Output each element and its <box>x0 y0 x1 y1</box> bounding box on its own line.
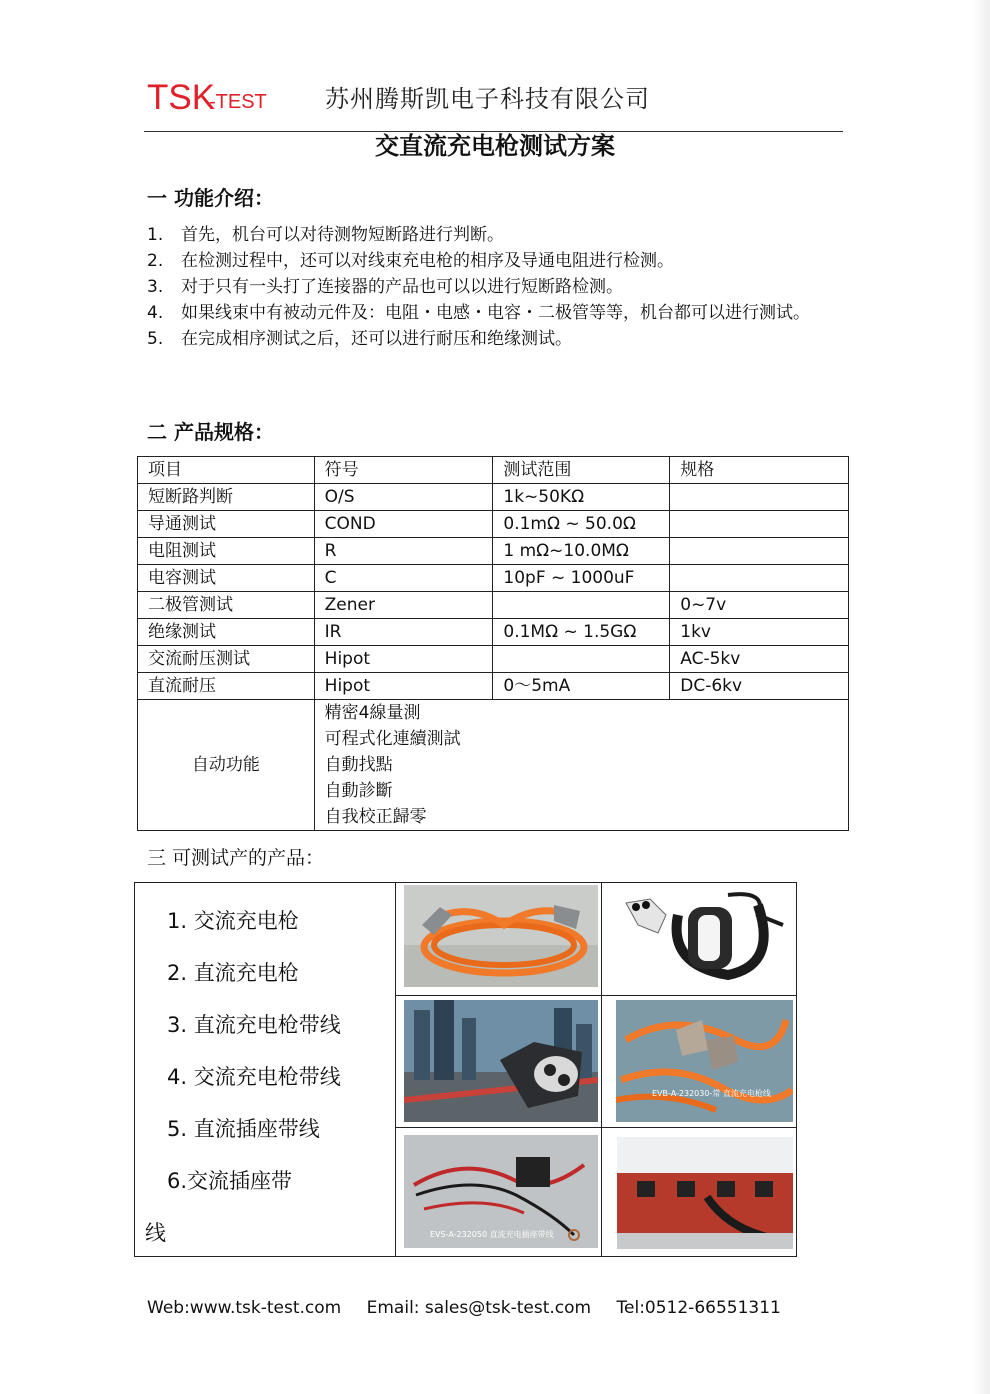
table-row <box>138 619 849 646</box>
column-header: 符号 <box>314 457 493 484</box>
table-cell: 1k~50KΩ <box>493 484 670 511</box>
list-item: 5. 在完成相序测试之后，还可以进行耐压和绝缘测试。 <box>147 329 572 349</box>
table-cell: R <box>314 538 493 565</box>
list-item: 可程式化連續測試 <box>324 729 461 749</box>
list-item: 6.交流插座带 <box>167 1169 293 1193</box>
table-cell: 绝缘测试 <box>138 619 315 646</box>
column-header: 测试范围 <box>493 457 670 484</box>
list-item: 自動診斷 <box>324 781 393 801</box>
product-list <box>145 895 387 1259</box>
grid-divider <box>395 1127 797 1128</box>
table-cell: 0～5mA <box>493 673 670 700</box>
list-item: 2. 直流充电枪 <box>167 961 299 985</box>
table-header-row <box>138 457 849 484</box>
table-cell: 二极管测试 <box>138 592 315 619</box>
table-cell: 电容测试 <box>138 565 315 592</box>
table-cell: 0.1mΩ ~ 50.0Ω <box>493 511 670 538</box>
section-heading-products: 三 可测试产的产品： <box>147 847 325 869</box>
table-row <box>138 484 849 511</box>
list-item: 1. 首先，机台可以对待测物短断路进行判断。 <box>147 225 504 245</box>
table-row <box>138 592 849 619</box>
table-cell <box>670 565 849 592</box>
table-cell: Hipot <box>314 646 493 673</box>
document-title: 交直流充电枪测试方案 <box>375 132 615 160</box>
table-cell: 1kv <box>670 619 849 646</box>
table-cell: 交流耐压测试 <box>138 646 315 673</box>
table-cell <box>670 484 849 511</box>
photo-dc-gun-with-cable-image <box>616 1000 793 1122</box>
list-item: 4. 如果线束中有被动元件及：电阻・电感・电容・二极管等等，机台都可以进行测试。 <box>147 303 810 323</box>
table-cell: C <box>314 565 493 592</box>
photo-dc-socket-cable <box>404 1135 598 1248</box>
logo-test: -TEST <box>209 91 267 113</box>
grid-divider <box>395 995 797 996</box>
section-heading-features: 一 功能介绍： <box>147 186 274 210</box>
logo-tsk: TSK <box>147 78 216 117</box>
table-row <box>138 565 849 592</box>
footer-email: Email: sales@tsk-test.com <box>366 1298 592 1318</box>
table-cell <box>670 538 849 565</box>
list-item: 1. 交流充电枪 <box>167 909 299 933</box>
list-item: 自動找點 <box>324 755 393 775</box>
list-item: 精密4線量測 <box>324 703 421 723</box>
table-row <box>138 673 849 700</box>
company-name: 苏州腾斯凯电子科技有限公司 <box>325 85 650 113</box>
footer-contact <box>147 1296 801 1320</box>
grid-divider <box>601 882 602 1257</box>
table-cell: Zener <box>314 592 493 619</box>
photo-test-fixture-image <box>617 1137 793 1249</box>
section-heading-specs: 二 产品规格： <box>147 420 274 444</box>
letterhead <box>147 78 847 122</box>
table-cell: 10pF ~ 1000uF <box>493 565 670 592</box>
column-header: 项目 <box>138 457 315 484</box>
photo-test-fixture <box>617 1137 793 1249</box>
table-cell <box>493 592 670 619</box>
table-row <box>138 646 849 673</box>
footer-web: Web:www.tsk-test.com <box>147 1298 342 1318</box>
photo-wallbox-charger-image <box>608 885 794 991</box>
table-cell: COND <box>314 511 493 538</box>
table-cell: 直流耐压 <box>138 673 315 700</box>
list-item: 线 <box>145 1221 166 1245</box>
photo-dc-gun-with-cable <box>616 1000 793 1122</box>
photo-dc-charging-gun <box>404 1000 598 1122</box>
spec-table <box>137 456 849 831</box>
list-item: 4. 交流充电枪带线 <box>167 1065 341 1089</box>
auto-function-label: 自动功能 <box>138 700 315 831</box>
photo-wallbox-charger <box>608 885 794 991</box>
table-cell: 1 mΩ~10.0MΩ <box>493 538 670 565</box>
products-divider <box>395 882 396 1257</box>
auto-function-list <box>314 700 848 831</box>
list-item: 3. 对于只有一头打了连接器的产品也可以以进行短断路检测。 <box>147 277 623 297</box>
photo-dc-charging-gun-image <box>404 1000 598 1122</box>
photo-ac-charging-gun <box>404 885 598 987</box>
list-item: 自我校正歸零 <box>324 807 427 827</box>
table-row <box>138 511 849 538</box>
list-item: 3. 直流充电枪带线 <box>167 1013 341 1037</box>
table-cell <box>670 511 849 538</box>
feature-list <box>147 222 847 352</box>
table-cell: 0~7v <box>670 592 849 619</box>
photo-ac-charging-gun-image <box>404 885 598 987</box>
table-cell: O/S <box>314 484 493 511</box>
table-cell: DC-6kv <box>670 673 849 700</box>
table-cell: 短断路判断 <box>138 484 315 511</box>
page-edge-shadow <box>972 0 990 1394</box>
footer-tel: Tel:0512-66551311 <box>616 1298 781 1318</box>
table-cell: 导通测试 <box>138 511 315 538</box>
table-cell <box>493 646 670 673</box>
table-cell: AC-5kv <box>670 646 849 673</box>
list-item: 2. 在检测过程中，还可以对线束充电枪的相序及导通电阻进行检测。 <box>147 251 674 271</box>
table-cell: 0.1MΩ ~ 1.5GΩ <box>493 619 670 646</box>
table-row-auto-functions <box>138 700 849 831</box>
column-header: 规格 <box>670 457 849 484</box>
table-cell: 电阻测试 <box>138 538 315 565</box>
list-item: 5. 直流插座带线 <box>167 1117 320 1141</box>
table-cell: Hipot <box>314 673 493 700</box>
photo-caption: EVB-A-232030-常 直流充电枪线 <box>652 1089 771 1098</box>
photo-caption: EVS-A-232050 直流充电插座带线 <box>430 1230 554 1239</box>
table-row <box>138 538 849 565</box>
table-cell: IR <box>314 619 493 646</box>
